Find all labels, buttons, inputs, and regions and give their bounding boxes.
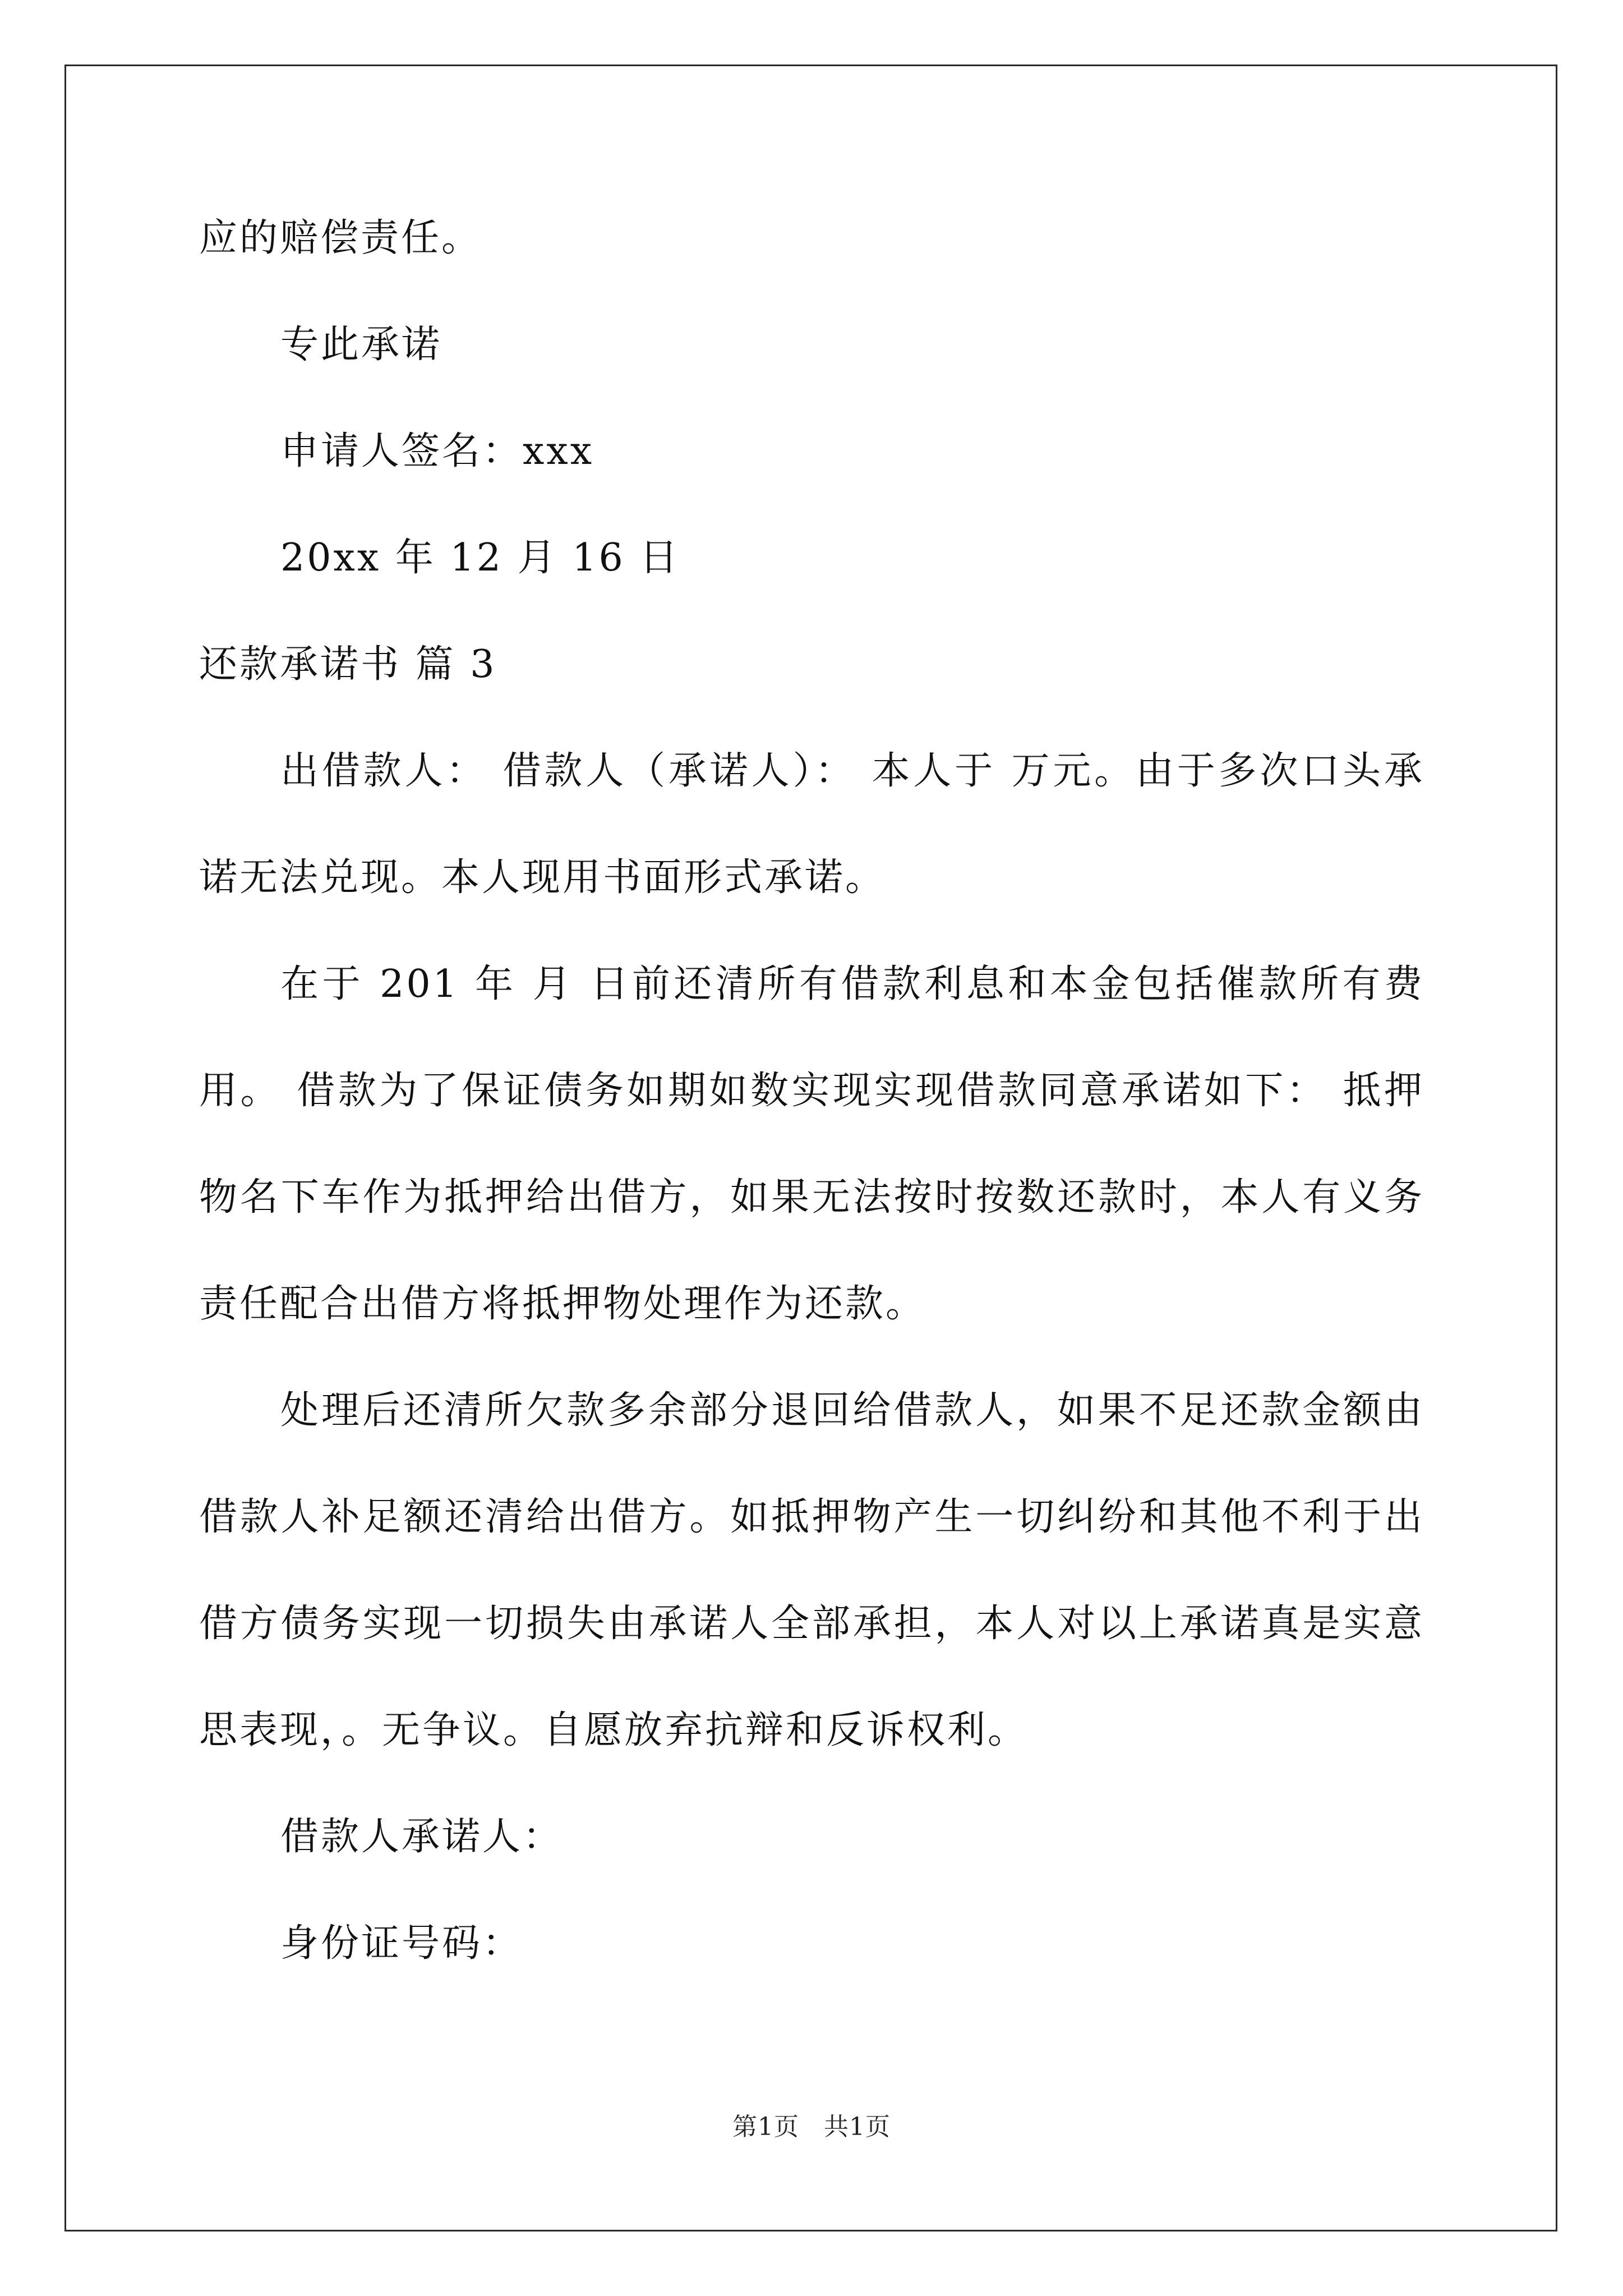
paragraph-line: 处理后还清所欠款多余部分退回给借款人，如果不足还款金额由 — [280, 1388, 1424, 1433]
paragraph-line: 思表现，。无争议。自愿放弃抗辩和反诉权利。 — [199, 1708, 1029, 1752]
paragraph-line: 借方债务实现一切损失由承诺人全部承担，本人对以上承诺真是实意 — [199, 1602, 1424, 1646]
paragraph-line: 在于 201 年 月 日前还清所有借款利息和本金包括催款所有费 — [280, 962, 1424, 1006]
text-line: 应的赔偿责任。 — [199, 216, 482, 260]
paragraph-line: 诺无法兑现。本人现用书面形式承诺。 — [199, 855, 886, 900]
paragraph-line: 用。 借款为了保证债务如期如数实现实现借款同意承诺如下： 抵押 — [199, 1069, 1424, 1113]
date-line: 20xx 年 12 月 16 日 — [280, 536, 680, 580]
id-number-line: 身份证号码： — [280, 1921, 523, 1966]
borrower-signature-line: 借款人承诺人： — [280, 1815, 564, 1859]
document-body — [199, 185, 1424, 1997]
paragraph-line: 借款人补足额还清给出借方。如抵押物产生一切纠纷和其他不利于出 — [199, 1495, 1424, 1539]
paragraph-line: 出借款人： 借款人（承诺人）： 本人于 万元。由于多次口头承 — [280, 749, 1424, 793]
current-page-label: 第1页 — [732, 2113, 799, 2141]
applicant-signature-line: 申请人签名：xxx — [280, 429, 594, 473]
paragraph-line: 责任配合出借方将抵押物处理作为还款。 — [199, 1282, 926, 1326]
section-title: 还款承诺书 篇 3 — [199, 642, 497, 687]
total-pages-label: 共1页 — [824, 2113, 891, 2141]
paragraph-line: 物名下车作为抵押给出借方，如果无法按时按数还款时，本人有义务 — [199, 1175, 1424, 1220]
closing-phrase: 专此承诺 — [280, 323, 442, 367]
page-footer — [0, 2106, 1623, 2142]
